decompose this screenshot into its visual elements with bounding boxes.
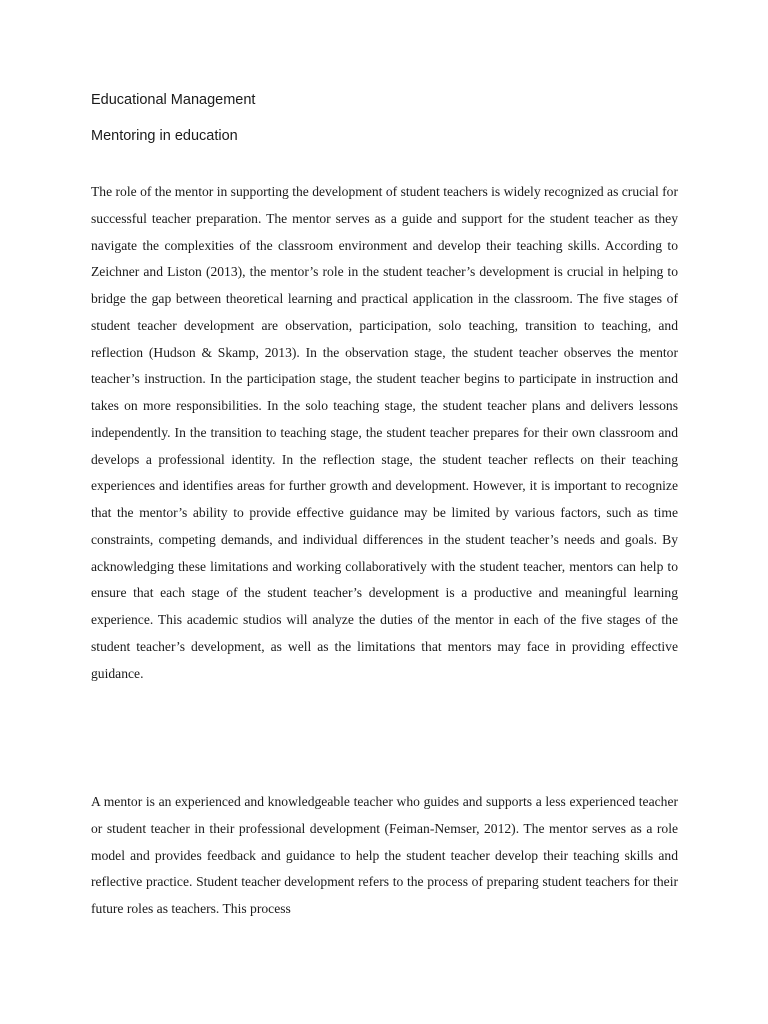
document-title: Mentoring in education bbox=[91, 128, 238, 144]
body-paragraph: A mentor is an experienced and knowledgeable teacher who guides and supports a less experienced teacher or student teacher in their professional development (Feiman-Nemser, 2012). The mentor serves as a role model and provides feedback and guidance to help the student teacher develop their teaching skills and reflective practice. Student teacher development refers to the process of preparing student teachers for their future roles as teachers. This process bbox=[91, 794, 678, 916]
course-title: Educational Management bbox=[91, 92, 256, 108]
body-paragraph: The role of the mentor in supporting the development of student teachers is widely recognized as crucial for successful teacher preparation. The mentor serves as a guide and support for the student teacher as they navigate the complexities of the classroom environment and develop their teaching skills. According to Zeichner and Liston (2013), the mentor’s role in the student teacher’s development is crucial in helping to bridge the gap between theoretical learning and practical application in the classroom. The five stages of student teacher development are observation, participation, solo teaching, transition to teaching, and reflection (Hudson & Skamp, 2013). In the observation stage, the student teacher observes the mentor teacher’s instruction. In the participation stage, the student teacher begins to participate in instruction and takes on more responsibilities. In the solo teaching stage, the student teacher plans and delivers lessons independently. In the transition to teaching stage, the student teacher prepares for their own classroom and develops a professional identity. In the reflection stage, the student teacher reflects on their teaching experiences and identifies areas for further growth and development. However, it is important to recognize that the mentor’s ability to provide effective guidance may be limited by various factors, such as time constraints, competing demands, and individual differences in the student teacher’s needs and goals. By acknowledging these limitations and working collaboratively with the student teacher, mentors can help to ensure that each stage of the student teacher’s development is a productive and meaningful learning experience. This academic studios will analyze the duties of the mentor in each of the five stages of the student teacher’s development, as well as the limitations that mentors may face in providing effective guidance. bbox=[91, 184, 678, 681]
